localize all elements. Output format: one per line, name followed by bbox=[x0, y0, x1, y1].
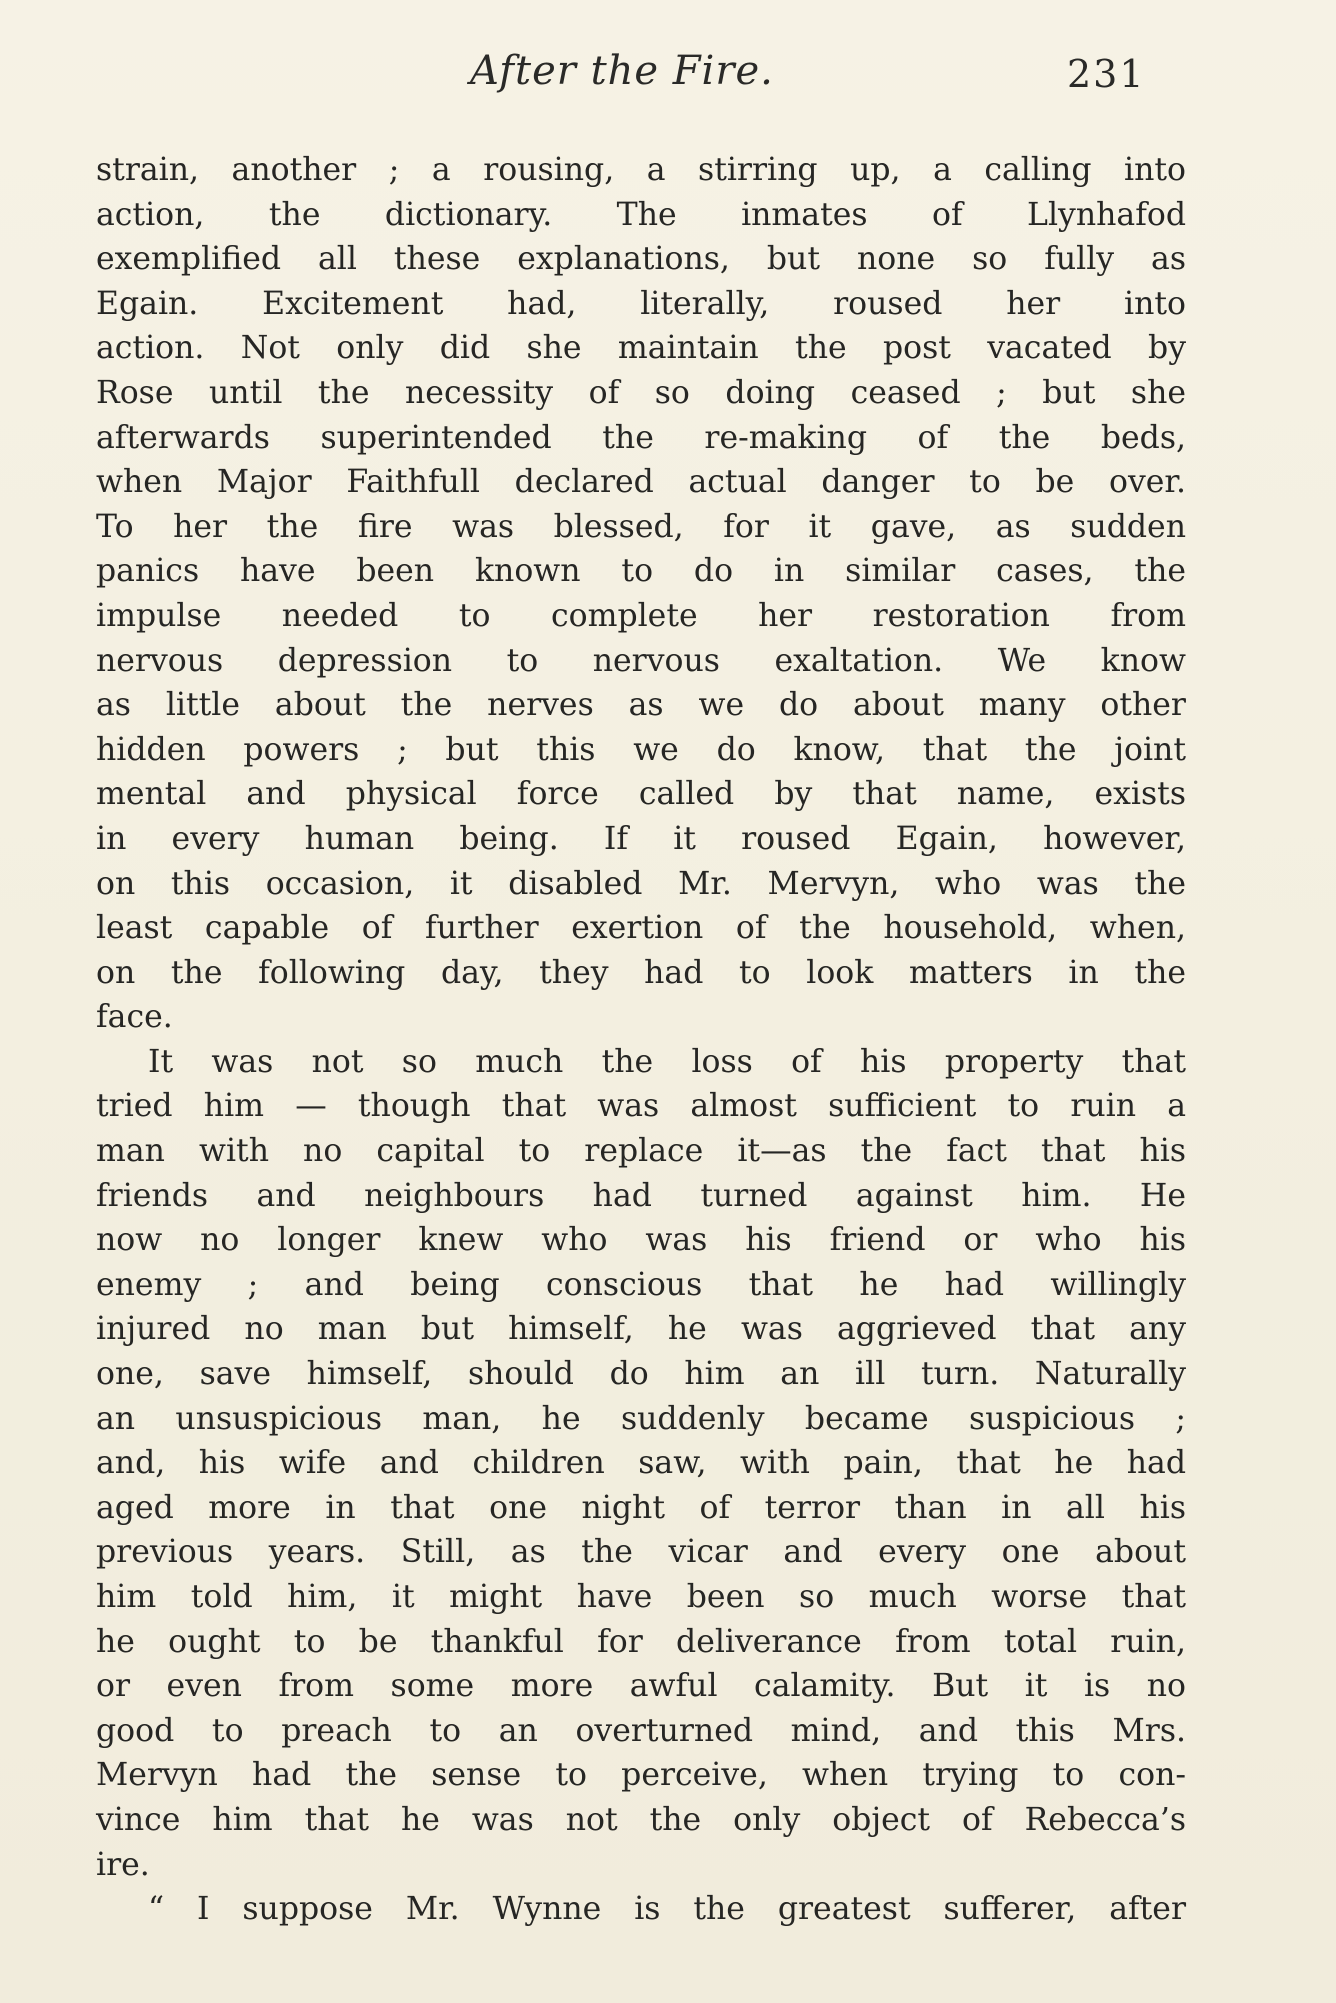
text-line: enemy ; and being conscious that he had willingly bbox=[96, 1266, 1186, 1303]
text-line: an unsuspicious man, he suddenly became suspicious ; bbox=[96, 1400, 1186, 1437]
text-line: as little about the nerves as we do about many other bbox=[96, 687, 1186, 724]
text-line: previous years. Still, as the vicar and every one about bbox=[96, 1534, 1186, 1571]
text-line: Egain. Excitement had, literally, roused her into bbox=[96, 285, 1186, 322]
text-line: now no longer knew who was his friend or who his bbox=[96, 1222, 1186, 1259]
text-line: strain, another ; a rousing, a stirring up, a calling into bbox=[96, 152, 1186, 188]
text-line: injured no man but himself, he was aggrieved that any bbox=[96, 1311, 1186, 1348]
text-line: hidden powers ; but this we do know, that the joint bbox=[96, 731, 1186, 768]
text-line: him told him, it might have been so much worse that bbox=[96, 1579, 1186, 1615]
paragraph-end-line: face. bbox=[96, 999, 173, 1036]
text-line: friends and neighbours had turned against him. He bbox=[96, 1177, 1186, 1214]
text-line: in every human being. If it roused Egain, however, bbox=[96, 820, 1186, 857]
text-line: mental and physical force called by that name, exists bbox=[96, 776, 1186, 813]
text-line: least capable of further exertion of the household, when, bbox=[96, 910, 1186, 947]
text-line: Rose until the necessity of so doing ceased ; but she bbox=[96, 374, 1186, 411]
text-line: tried him — though that was almost sufficient to ruin a bbox=[96, 1088, 1186, 1125]
text-line: To her the fire was blessed, for it gave, as sudden bbox=[96, 508, 1186, 545]
text-line: panics have been known to do in similar cases, the bbox=[96, 553, 1186, 590]
text-line: or even from some more awful calamity. But it is no bbox=[96, 1668, 1186, 1705]
text-line: good to preach to an overturned mind, and this Mrs. bbox=[96, 1712, 1186, 1749]
text-line: when Major Faithfull declared actual danger to be over. bbox=[96, 464, 1186, 501]
text-line: on the following day, they had to look matters in the bbox=[96, 954, 1186, 991]
paragraph-start-line: It was not so much the loss of his property that bbox=[148, 1043, 1186, 1080]
running-title: After the Fire. bbox=[470, 48, 774, 94]
body-text bbox=[96, 148, 1186, 1932]
paragraph-end-line: ire. bbox=[96, 1846, 150, 1883]
text-line: and, his wife and children saw, with pain, that he had bbox=[96, 1445, 1186, 1482]
text-line: Mervyn had the sense to perceive, when trying to con- bbox=[96, 1757, 1186, 1794]
text-line: action, the dictionary. The inmates of Llynhafod bbox=[96, 196, 1186, 233]
text-line: nervous depression to nervous exaltation. We know bbox=[96, 642, 1186, 679]
text-line: he ought to be thankful for deliverance from total ruin, bbox=[96, 1623, 1186, 1660]
text-line: man with no capital to replace it—as the fact that his bbox=[96, 1133, 1186, 1170]
text-line: on this occasion, it disabled Mr. Mervyn, who was the bbox=[96, 865, 1186, 902]
text-line: aged more in that one night of terror than in all his bbox=[96, 1489, 1186, 1526]
paragraph-start-line: “ I suppose Mr. Wynne is the greatest sufferer, after bbox=[148, 1891, 1186, 1928]
text-line: impulse needed to complete her restoration from bbox=[96, 597, 1186, 634]
text-line: afterwards superintended the re-making of the beds, bbox=[96, 419, 1186, 456]
text-line: exemplified all these explanations, but none so fully as bbox=[96, 241, 1186, 278]
text-line: one, save himself, should do him an ill turn. Naturally bbox=[96, 1356, 1186, 1393]
text-line: action. Not only did she maintain the post vacated by bbox=[96, 330, 1186, 367]
text-line: vince him that he was not the only object of Rebecca’s bbox=[96, 1801, 1186, 1838]
page-number: 231 bbox=[1067, 52, 1146, 96]
running-head bbox=[96, 48, 1196, 118]
